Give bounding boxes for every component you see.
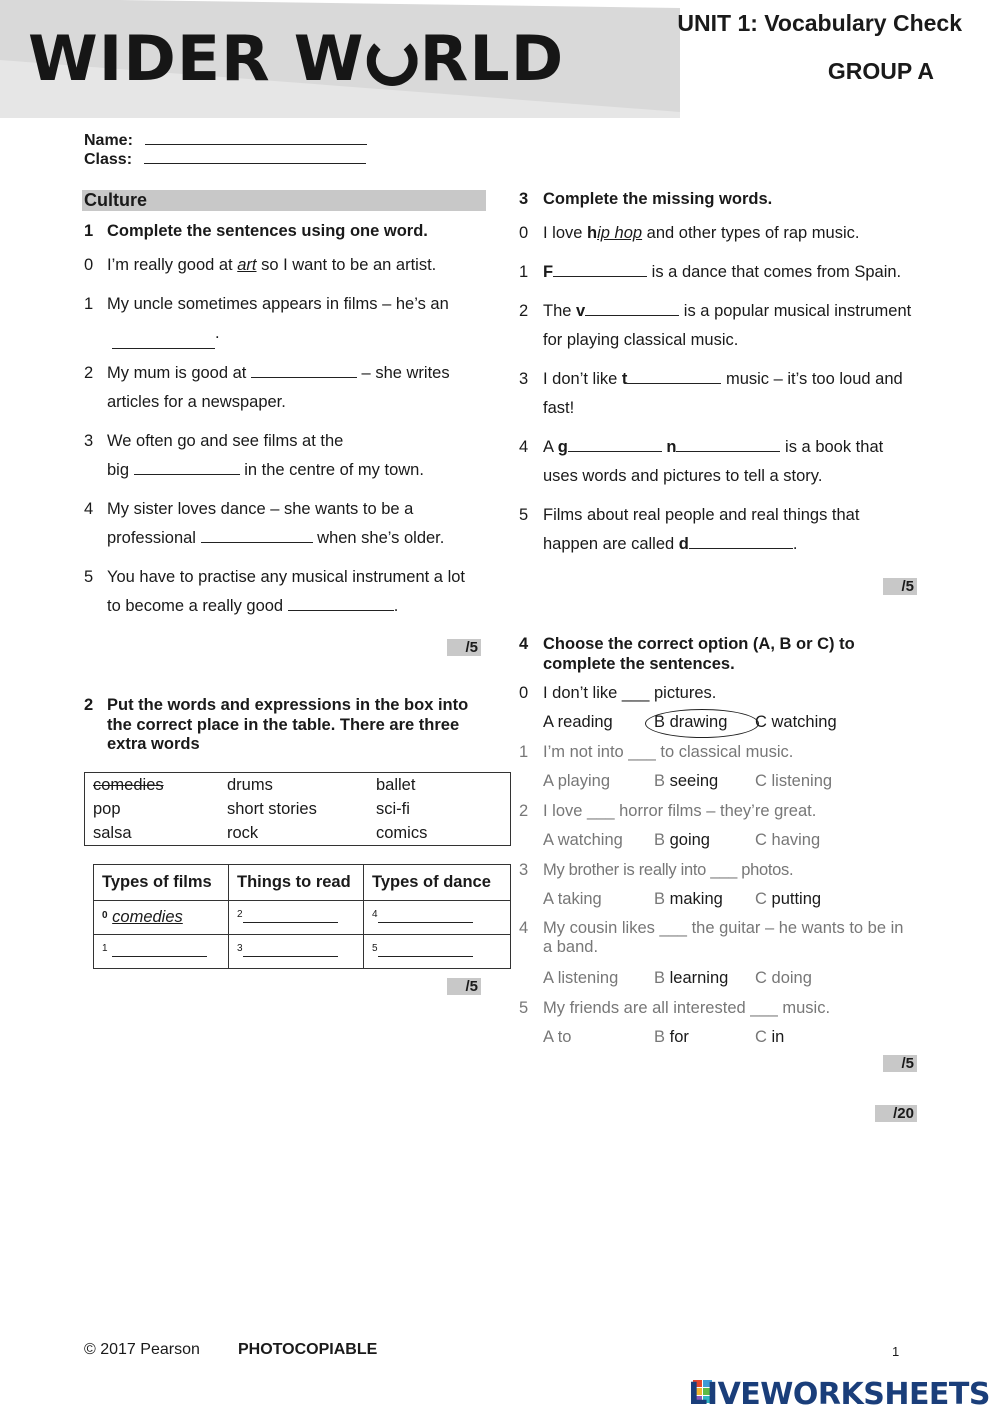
option-a[interactable]: A reading <box>543 713 613 731</box>
example-answer: art <box>237 256 257 274</box>
word-box-item: salsa <box>93 823 132 842</box>
option-b[interactable]: B going <box>654 831 710 849</box>
section-heading-culture: Culture <box>82 190 486 211</box>
name-line[interactable] <box>145 144 367 145</box>
option-c[interactable]: C in <box>755 1028 785 1046</box>
ex1-item-2: 2 My mum is good at – she writes articles for a newspaper. <box>84 364 450 411</box>
option-b[interactable]: B seeing <box>654 772 719 790</box>
class-field[interactable]: Class: <box>84 151 366 169</box>
option-b[interactable]: B learning <box>654 969 729 987</box>
ex4-options-1 <box>519 768 929 798</box>
table-header: Types of films <box>94 865 229 901</box>
table-header: Things to read <box>229 865 364 901</box>
ex3-item-1: 1 F is a dance that comes from Spain. <box>519 263 902 281</box>
table-cell: $^0$ comedies <box>94 901 229 935</box>
ex4-options-4 <box>519 965 929 995</box>
option-a[interactable]: A playing <box>543 772 610 790</box>
option-a[interactable]: A to <box>543 1028 572 1046</box>
answer-blank[interactable] <box>112 941 207 957</box>
option-a[interactable]: A taking <box>543 890 602 908</box>
answer-blank[interactable] <box>112 319 215 349</box>
exercise-4-items <box>519 680 929 1054</box>
ex2-score: /5 <box>447 978 481 995</box>
answer-blank[interactable] <box>585 301 679 316</box>
answer-blank[interactable] <box>201 528 313 543</box>
option-c[interactable]: C doing <box>755 969 812 987</box>
ex3-item-3: 3 I don’t like t music – it’s too loud and fast! <box>519 370 903 417</box>
table-cell[interactable]: 2 <box>229 901 364 935</box>
option-b[interactable]: B for <box>654 1028 689 1046</box>
table-cell[interactable]: 1 <box>94 935 229 969</box>
table-cell[interactable]: 3 <box>229 935 364 969</box>
answer-blank[interactable] <box>243 941 338 957</box>
word-box-item: pop <box>93 799 121 818</box>
ex1-score: /5 <box>447 639 481 656</box>
brand-logo: WIDER W RLD <box>28 22 565 95</box>
answer-circle <box>645 709 759 738</box>
option-a[interactable]: A listening <box>543 969 619 987</box>
table-cell[interactable]: 4 <box>364 901 511 935</box>
answer-blank[interactable] <box>378 941 473 957</box>
word-box-item: sci-fi <box>376 799 410 818</box>
ex1-item-3: 3 We often go and see films at the big in the centre of my town. <box>84 432 424 479</box>
exercise-2-instruction: 2 Put the words and expressions in the box into the correct place in the table. There are three extra words <box>84 696 469 753</box>
ex4-item-0: 0 I don’t like ___ pictures. <box>519 684 717 702</box>
ex3-item-2: 2 The v is a popular musical instrument for playing classical music. <box>519 302 912 349</box>
word-box-item: drums <box>227 775 273 794</box>
word-box-item: short stories <box>227 799 317 818</box>
ex3-item-0: 0 I love hip hop and other types of rap music. <box>519 224 860 242</box>
example-answer: comedies <box>112 908 183 926</box>
word-box-item: comics <box>376 823 428 842</box>
table-header: Types of dance <box>364 865 511 901</box>
option-c[interactable]: C putting <box>755 890 822 908</box>
option-b[interactable]: B drawing <box>654 713 728 731</box>
unit-title: UNIT 1: Vocabulary Check <box>677 10 962 36</box>
option-c[interactable]: C having <box>755 831 821 849</box>
word-box <box>84 772 511 846</box>
word-box-item: comedies <box>93 775 164 794</box>
ex4-item-5: 5 My friends are all interested ___ music. <box>519 999 831 1017</box>
name-field[interactable]: Name: <box>84 132 367 150</box>
exercise-3-instruction: 3 Complete the missing words. <box>519 190 773 208</box>
class-line[interactable] <box>144 163 366 164</box>
answer-blank[interactable] <box>553 262 647 277</box>
ex4-options-2 <box>519 827 929 857</box>
ex1-item-4: 4 My sister loves dance – she wants to be a professional when she’s older. <box>84 500 445 547</box>
total-score: /20 <box>875 1105 917 1122</box>
ex4-item-4: 4 My cousin likes ___ the guitar – he wants to be in a band. <box>519 919 904 956</box>
ex1-item-0: 0 I’m really good at art so I want to be an artist. <box>84 256 437 274</box>
answer-table <box>93 864 511 969</box>
ex4-options-0 <box>519 709 929 739</box>
answer-blank[interactable] <box>568 437 662 452</box>
example-answer: ip hop <box>597 224 643 242</box>
answer-blank[interactable] <box>689 534 793 549</box>
answer-blank[interactable] <box>378 907 473 923</box>
ex3-item-5: 5 Films about real people and real things that happen are called d . <box>519 506 860 553</box>
ex1-item-5: 5 You have to practise any musical instrument a lot to become a really good . <box>84 568 465 615</box>
answer-blank[interactable] <box>676 437 780 452</box>
option-b[interactable]: B making <box>654 890 723 908</box>
ex4-item-3: 3 My brother is really into ___ photos. <box>519 861 794 879</box>
ex3-item-4: 4 A g n is a book that uses words and pictures to tell a story. <box>519 438 884 485</box>
page-number: 1 <box>892 1344 900 1359</box>
liveworksheets-watermark[interactable]: LIVEWORKSHEETS <box>688 1377 990 1412</box>
answer-blank[interactable] <box>243 907 338 923</box>
copyright: © 2017 Pearson <box>84 1341 200 1358</box>
answer-blank[interactable] <box>288 596 394 611</box>
word-box-item: rock <box>227 823 259 842</box>
answer-blank[interactable] <box>627 369 721 384</box>
answer-blank[interactable] <box>134 460 240 475</box>
ex4-options-5 <box>519 1024 929 1054</box>
ex4-options-3 <box>519 886 929 916</box>
exercise-1 <box>84 222 484 621</box>
table-cell[interactable]: 5 <box>364 935 511 969</box>
ex1-item-1: 1 My uncle sometimes appears in films – he’s an . <box>84 290 484 349</box>
ex4-item-2: 2 I love ___ horror films – they’re great. <box>519 802 817 820</box>
ex4-score: /5 <box>883 1055 917 1072</box>
option-c[interactable]: C watching <box>755 713 837 731</box>
exercise-3 <box>519 190 929 559</box>
group-label: GROUP A <box>827 58 934 84</box>
photocopiable-label: PHOTOCOPIABLE <box>238 1341 378 1358</box>
option-a[interactable]: A watching <box>543 831 623 849</box>
option-c[interactable]: C listening <box>755 772 833 790</box>
ex3-score: /5 <box>883 578 917 595</box>
answer-blank[interactable] <box>251 363 357 378</box>
ex4-item-1: 1 I’m not into ___ to classical music. <box>519 743 794 761</box>
word-box-item: ballet <box>376 775 416 794</box>
exercise-4-instruction: 4 Choose the correct option (A, B or C) to complete the sentences. <box>519 635 855 673</box>
exercise-1-instruction: 1 Complete the sentences using one word. <box>84 222 428 240</box>
